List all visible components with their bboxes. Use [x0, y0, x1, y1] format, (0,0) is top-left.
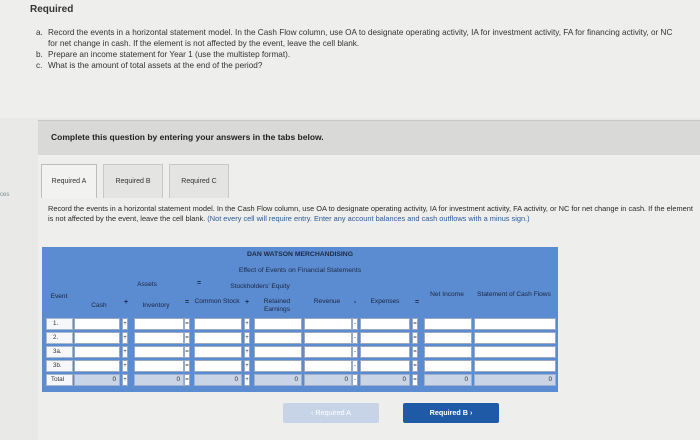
total-net-income-cell: 0: [424, 374, 472, 386]
plus-operator: +: [244, 346, 250, 358]
expenses-cell[interactable]: [360, 318, 410, 330]
plus-operator: +: [122, 318, 128, 330]
inventory-cell[interactable]: [134, 332, 184, 344]
plus-operator: +: [244, 374, 250, 386]
total-retained-earnings-cell: 0: [254, 374, 302, 386]
cash-cell[interactable]: [74, 332, 120, 344]
total-cash-flows-cell: 0: [474, 374, 556, 386]
revenue-header: Revenue: [313, 298, 341, 305]
question-header: [0, 0, 700, 118]
equals-operator: =: [184, 346, 190, 358]
instruction-a: [36, 27, 676, 49]
equals-operator: =: [184, 332, 190, 344]
expenses-cell[interactable]: [360, 360, 410, 372]
minus-operator: -: [352, 318, 358, 330]
retained-earnings-cell[interactable]: [254, 318, 302, 330]
revenue-cell[interactable]: [304, 360, 352, 372]
panel-title: Complete this question by entering your answers in the tabs below.: [51, 132, 324, 142]
event-row-label: 3a.: [46, 346, 73, 358]
cash-flows-header: Statement of Cash Flows: [477, 291, 551, 298]
plus-operator: +: [122, 332, 128, 344]
assets-header: Assets: [137, 281, 157, 288]
instructions-panel: [38, 120, 700, 155]
common-stock-cell[interactable]: [194, 332, 242, 344]
equals-operator: =: [184, 360, 190, 372]
plus-operator: +: [122, 374, 128, 386]
minus-operator: -: [352, 346, 358, 358]
event-header: Event: [50, 293, 68, 300]
plus-operator: +: [244, 332, 250, 344]
revenue-cell[interactable]: [304, 332, 352, 344]
total-cash-cell: 0: [74, 374, 120, 386]
expenses-cell[interactable]: [360, 332, 410, 344]
tab-required-b[interactable]: Required B: [103, 164, 163, 198]
plus-sign: +: [124, 299, 129, 306]
minus-operator: -: [352, 374, 358, 386]
task-instructions: [48, 204, 700, 224]
common-stock-cell[interactable]: [194, 360, 242, 372]
plus-operator: +: [244, 360, 250, 372]
table-subtitle: Effect of Events on Financial Statements: [238, 267, 362, 274]
instruction-text: Prepare an income statement for Year 1 (use the multistep format).: [48, 50, 291, 59]
instruction-letter: c.: [36, 61, 43, 70]
equals-operator: =: [412, 346, 418, 358]
plus-sign: +: [245, 299, 250, 306]
event-row-label: 1.: [46, 318, 73, 330]
horizontal-statement-model: [42, 247, 558, 392]
retained-earnings-cell[interactable]: [254, 332, 302, 344]
expenses-header: Expenses: [370, 298, 400, 305]
expenses-cell[interactable]: [360, 346, 410, 358]
revenue-cell[interactable]: [304, 346, 352, 358]
prev-required-button[interactable]: [283, 403, 379, 423]
instruction-letter: a.: [36, 28, 43, 37]
next-button-label: Required B: [429, 408, 468, 417]
cash-flows-cell[interactable]: [474, 360, 556, 372]
task-note: (Not every cell will require entry. Enter any account balances and cash outflows with a minus sign.): [207, 214, 530, 223]
plus-operator: +: [122, 360, 128, 372]
inventory-cell[interactable]: [134, 318, 184, 330]
next-required-button[interactable]: [403, 403, 499, 423]
side-label: ces: [0, 192, 10, 198]
retained-earnings-cell[interactable]: [254, 346, 302, 358]
total-row-label: Total: [46, 374, 73, 386]
instruction-b: [36, 49, 676, 60]
inventory-cell[interactable]: [134, 346, 184, 358]
cash-cell[interactable]: [74, 360, 120, 372]
event-row-label: 2.: [46, 332, 73, 344]
equals-operator: =: [412, 374, 418, 386]
equals-sign: =: [197, 280, 202, 287]
stockholders-equity-header: Stockholders' Equity: [230, 283, 290, 290]
equals-sign: =: [415, 299, 420, 306]
equals-operator: =: [412, 318, 418, 330]
equals-operator: =: [184, 318, 190, 330]
tab-required-c[interactable]: Required C: [169, 164, 229, 198]
company-name: DAN WATSON MERCHANDISING: [247, 251, 353, 258]
total-common-stock-cell: 0: [194, 374, 242, 386]
cash-header: Cash: [91, 302, 107, 309]
total-revenue-cell: 0: [304, 374, 352, 386]
cash-flows-cell[interactable]: [474, 346, 556, 358]
cash-cell[interactable]: [74, 318, 120, 330]
equals-operator: =: [412, 332, 418, 344]
instruction-letter: b.: [36, 50, 43, 59]
total-expenses-cell: 0: [360, 374, 410, 386]
common-stock-cell[interactable]: [194, 346, 242, 358]
common-stock-header: Common Stock: [194, 298, 240, 305]
inventory-cell[interactable]: [134, 360, 184, 372]
cash-cell[interactable]: [74, 346, 120, 358]
chevron-right-icon: ›: [469, 408, 473, 417]
task-text: Record the events in a horizontal statement model. In the Cash Flow column, use OA to designate operating activity, IA for investment activity, FA activity, or NC for net change in cash. If the element is not affected by the event, leave the cell blank.: [48, 204, 693, 223]
net-income-cell[interactable]: [424, 360, 472, 372]
common-stock-cell[interactable]: [194, 318, 242, 330]
event-row-label: 3b.: [46, 360, 73, 372]
minus-sign: -: [354, 299, 357, 306]
required-heading: Required: [30, 4, 74, 15]
net-income-cell[interactable]: [424, 318, 472, 330]
prev-button-label: Required A: [315, 408, 351, 417]
instruction-text: Record the events in a horizontal statement model. In the Cash Flow column, use OA to designate operating activity, IA for investment activity, FA for financing activity, or NC for net change in cash. If the element is not affected by the event, leave the cell blank.: [48, 28, 673, 48]
chevron-left-icon: ‹: [311, 408, 316, 417]
plus-operator: +: [122, 346, 128, 358]
equals-sign: =: [185, 299, 190, 306]
minus-operator: -: [352, 332, 358, 344]
instructions-list: [36, 27, 676, 71]
cash-flows-cell[interactable]: [474, 318, 556, 330]
net-income-header: Net Income: [430, 291, 464, 298]
revenue-cell[interactable]: [304, 318, 352, 330]
total-inventory-cell: 0: [134, 374, 184, 386]
tab-required-a[interactable]: Required A: [41, 164, 97, 198]
equals-operator: =: [184, 374, 190, 386]
retained-earnings-header: Retained Earnings: [263, 298, 291, 313]
equals-operator: =: [412, 360, 418, 372]
instruction-c: [36, 60, 676, 71]
net-income-cell[interactable]: [424, 346, 472, 358]
inventory-header: Inventory: [142, 302, 170, 309]
minus-operator: -: [352, 360, 358, 372]
instruction-text: What is the amount of total assets at the end of the period?: [48, 61, 263, 70]
cash-flows-cell[interactable]: [474, 332, 556, 344]
retained-earnings-cell[interactable]: [254, 360, 302, 372]
net-income-cell[interactable]: [424, 332, 472, 344]
plus-operator: +: [244, 318, 250, 330]
